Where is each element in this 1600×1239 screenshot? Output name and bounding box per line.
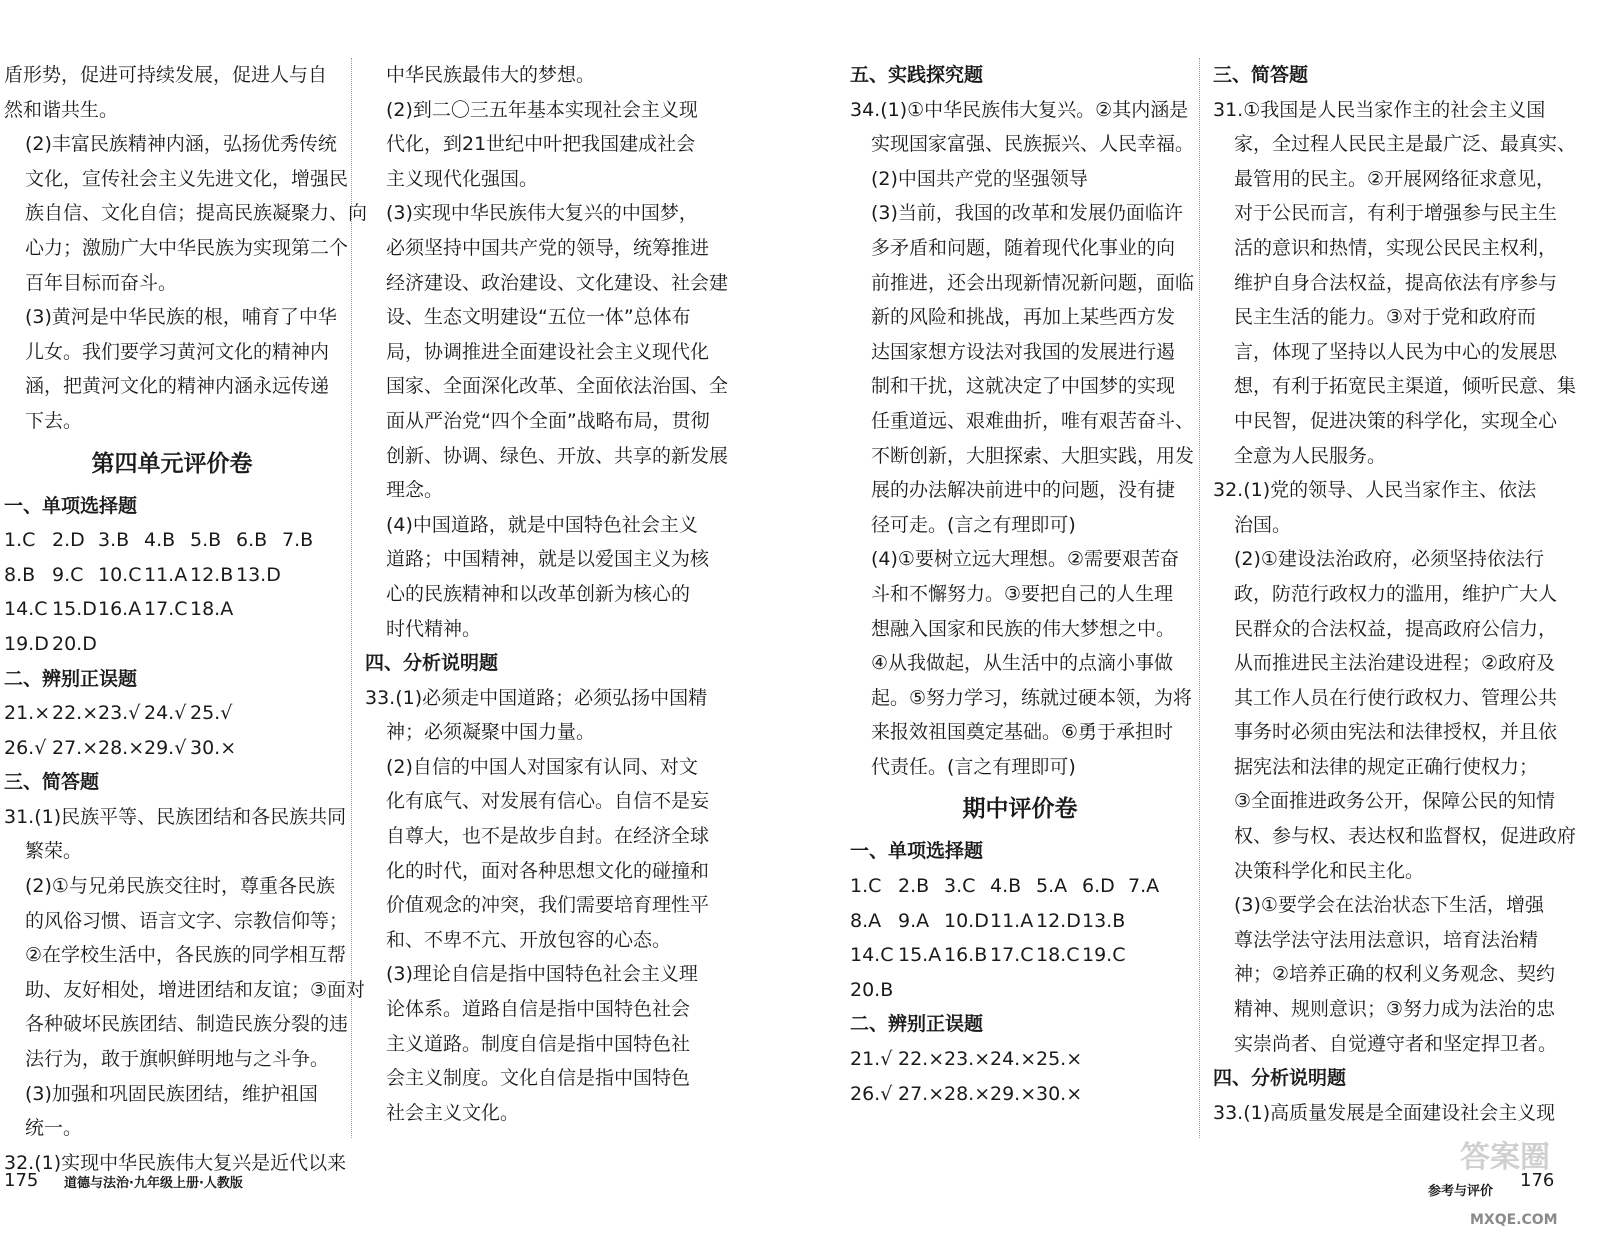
answer-item: 10.D [944,909,989,932]
text-line: 儿女。我们要学习黄河文化的精神内 [25,340,330,363]
text-line: 文化，宣传社会主义先进文化，增强民 [25,167,349,190]
mc-answers-midterm [850,869,1190,1007]
answer-row [850,938,1190,973]
answer-34-4 [850,542,1193,784]
answer-item: 1.C [850,875,882,898]
text-line: 繁荣。 [25,840,83,863]
text-line: (3)①要学会在法治状态下生活，增强 [1234,894,1544,917]
answer-row [850,1042,1190,1077]
section-single-choice-midterm: 一、单项选择题 [850,840,984,863]
text-line: 的风俗习惯、语言文字、宗教信仰等； [25,909,349,932]
unit-4-title: 第四单元评价卷 [91,450,253,477]
column-2 [365,58,729,1130]
text-line: 百年目标而奋斗。 [25,271,178,294]
answer-item: 25.× [1036,1048,1083,1071]
text-line: (3)黄河是中华民族的根，哺育了中华 [25,306,337,329]
answer-item: 27.× [52,736,99,759]
answer-item: 5.B [190,529,222,552]
answer-row [850,904,1190,939]
answer-row [4,592,340,627]
answer-item: 14.C [4,598,48,621]
answer-row [4,731,340,766]
text-line: 想融入国家和民族的伟大梦想之中。 [871,617,1176,640]
section-short-answer-midterm: 三、简答题 [1213,64,1309,86]
answer-item: 24.√ [144,702,187,725]
text-line: 创新、协调、绿色、开放、共享的新发展 [386,444,729,467]
text-line: (3)加强和巩固民族团结，维护祖国 [25,1082,318,1105]
text-line: 涵，把黄河文化的精神内涵永远传递 [25,375,330,398]
text-line: 33.(1)必须走中国道路；必须弘扬中国精 [365,686,708,709]
answer-item: 27.× [898,1082,945,1105]
answer-32-3-midterm [1213,888,1558,1061]
answer-item: 17.C [144,598,188,621]
text-line: 对于公民而言，有利于增强参与民主生 [1234,202,1558,225]
text-line: 面从严治党“四个全面”战略布局，贯彻 [386,409,710,432]
text-line: 主义道路。制度自信是指中国特色社 [386,1032,691,1055]
text-line: 32.(1)党的领导、人民当家作主、依法 [1213,479,1537,502]
text-line: 主义现代化强国。 [386,167,539,190]
answer-item: 20.B [850,978,894,1001]
answer-33-2 [365,750,710,958]
watermark-url: MXQE.COM [1470,1212,1558,1228]
text-line: 神；②培养正确的权利义务观念、契约 [1234,963,1556,986]
answer-row [4,627,340,662]
answer-row [850,869,1190,904]
text-line: 论体系。道路自信是指中国特色社会 [386,998,691,1021]
answer-32-2-midterm [1213,542,1577,888]
answer-q3 [4,300,340,438]
answer-item: 28.× [944,1082,991,1105]
text-line: (2)自信的中国人对国家有认同、对文 [386,755,698,778]
text-line: 价值观念的冲突，我们需要培育理性平 [386,894,710,917]
text-line: 中华民族最伟大的梦想。 [386,64,596,86]
tf-answers-midterm [850,1042,1190,1111]
answer-item: 3.C [944,875,976,898]
answer-34-1 [850,93,1195,162]
text-line: 新的风险和挑战，再加上某些西方发 [871,306,1176,329]
answer-item: 23.√ [98,702,141,725]
text-line: 时代精神。 [386,617,482,640]
text-line: 多矛盾和问题，随着现代化事业的向 [871,236,1176,259]
answer-item: 7.A [1128,875,1160,898]
answer-row [4,558,340,593]
column-divider-right [1199,58,1200,1138]
watermark-logo: 答案圈 [1460,1140,1550,1175]
answer-item: 24.× [990,1048,1037,1071]
answer-item: 22.× [52,702,99,725]
text-line: 会主义制度。文化自信是指中国特色 [386,1067,691,1090]
text-line: (3)理论自信是指中国特色社会主义理 [386,963,698,986]
text-line: (2)①与兄弟民族交往时，尊重各民族 [25,875,335,898]
text-line: 治国。 [1234,513,1292,536]
text-line: 其工作人员在行使行政权力、管理公共 [1234,686,1558,709]
section-practice: 五、实践探究题 [850,64,984,86]
answer-item: 15.D [52,598,97,621]
text-line: 局，协调推进全面建设社会主义现代化 [386,340,710,363]
text-line: 实现国家富强、民族振兴、人民幸福。 [871,133,1195,156]
answer-item: 26.√ [4,736,47,759]
answer-item: 10.C [98,563,142,586]
section-short-answer: 三、简答题 [4,771,100,794]
text-line: (4)中国道路，就是中国特色社会主义 [386,513,698,536]
section-analysis: 四、分析说明题 [365,652,499,675]
answer-33-3 [365,957,698,1130]
answer-item: 8.A [850,909,882,932]
text-line: 前推进，还会出现新情况新问题，面临 [871,271,1195,294]
text-line: 事务时必须由宪法和法律授权，并且依 [1234,721,1558,744]
text-line: (2)①建设法治政府，必须坚持依法行 [1234,548,1544,571]
answer-item: 7.B [282,529,314,552]
answer-32-1-midterm [1213,473,1549,542]
text-line: 各种破坏民族团结、制造民族分裂的违 [25,1013,349,1036]
answer-item: 3.B [98,529,130,552]
text-line: 全意为人民服务。 [1234,444,1387,467]
midterm-title: 期中评价卷 [962,796,1078,823]
answer-32-2 [365,93,698,197]
prev-answer-continuation [4,58,340,127]
text-line: 化有底气、对发展有信心。自信不是妄 [386,790,710,813]
text-line: 国家、全面深化改革、全面依法治国、全 [386,375,729,398]
text-line: (2)中国共产党的坚强领导 [871,167,1088,190]
answer-31-1 [4,800,347,869]
text-line: 必须坚持中国共产党的领导，统筹推进 [386,236,710,259]
answer-item: 12.B [190,563,234,586]
text-line: 想，有利于拓宽民主渠道，倾听民意、集 [1234,375,1577,398]
text-line: 最管用的民主。②开展网络征求意见， [1234,167,1556,190]
answer-32-4 [365,508,710,646]
column-divider [351,58,352,1138]
answer-row [850,1077,1190,1112]
answer-row [4,523,340,558]
text-line: 任重道远、艰难曲折，唯有艰苦奋斗、 [871,409,1195,432]
answer-item: 20.D [52,632,97,655]
text-line: 统一。 [25,1117,83,1140]
answer-33-1-midterm [1213,1096,1556,1131]
answer-item: 15.A [898,944,942,967]
answer-item: 14.C [850,944,894,967]
text-line: 代责任。(言之有理即可) [871,755,1076,778]
text-line: 展的办法解决前进中的问题，没有捷 [871,479,1176,502]
answer-31-midterm [1213,93,1577,474]
section-analysis-midterm: 四、分析说明题 [1213,1067,1347,1090]
text-line: 神；必须凝聚中国力量。 [386,721,596,744]
text-line: ③全面推进政务公开，保障公民的知情 [1234,790,1556,813]
text-line: 设、生态文明建设“五位一体”总体布 [386,306,691,329]
text-line: 政，防范行政权力的滥用，维护广大人 [1234,582,1558,605]
text-line: 维护自身合法权益，提高依法有序参与 [1234,271,1558,294]
answer-item: 9.C [52,563,84,586]
answer-item: 2.D [52,529,85,552]
text-line: 族自信、文化自信；提高民族凝聚力、向 [25,202,368,225]
book-title: 道德与法治·九年级上册·人教版 [64,1176,243,1191]
text-line: (2)到二〇三五年基本实现社会主义现 [386,98,698,121]
text-line: 斗和不懈努力。③要把自己的人生理 [871,582,1174,605]
text-line: 家，全过程人民民主是最广泛、最真实、 [1234,133,1577,156]
text-line: 然和谐共生。 [4,98,119,121]
answer-item: 29.× [990,1082,1037,1105]
text-line: 不断创新，大胆探索、大胆实践，用发 [871,444,1195,467]
answer-item: 4.B [990,875,1022,898]
answer-item: 19.C [1082,944,1126,967]
answer-32-1-continued [365,58,695,93]
section-true-false: 二、辨别正误题 [4,667,138,690]
answer-item: 4.B [144,529,176,552]
text-line: 实崇尚者、自觉遵守者和坚定捍卫者。 [1234,1032,1558,1055]
answer-33-1 [365,681,708,750]
text-line: 中民智，促进决策的科学化，实现全心 [1234,409,1558,432]
text-line: ④从我做起，从生活中的点滴小事做 [871,652,1174,675]
text-line: 据宪法和法律的规定正确行使权力； [1234,755,1539,778]
text-line: 活的意识和热情，实现公民民主权利， [1234,236,1558,259]
text-line: 从而推进民主法治建设进程；②政府及 [1234,652,1556,675]
text-line: 33.(1)高质量发展是全面建设社会主义现 [1213,1101,1556,1124]
text-line: 理念。 [386,479,444,502]
answer-item: 23.× [944,1048,991,1071]
answer-item: 22.× [898,1048,945,1071]
answer-item: 2.B [898,875,930,898]
answer-item: 21.× [4,702,51,725]
text-line: 自尊大，也不是故步自封。在经济全球 [386,825,710,848]
answer-item: 25.√ [190,702,233,725]
answer-item: 16.A [98,598,142,621]
text-line: 化的时代，面对各种思想文化的碰撞和 [386,859,710,882]
text-line: 32.(1)实现中华民族伟大复兴是近代以来 [4,1151,347,1174]
text-line: 决策科学化和民主化。 [1234,859,1425,882]
text-line: 助、友好相处，增进团结和友谊；③面对 [25,978,366,1001]
answer-item: 13.D [236,563,281,586]
text-line: 法行为，敢于旗帜鲜明地与之斗争。 [25,1048,330,1071]
tf-answers [4,696,340,765]
answer-item: 16.B [944,944,988,967]
text-line: ②在学校生活中，各民族的同学相互帮 [25,944,347,967]
text-line: (3)实现中华民族伟大复兴的中国梦， [386,202,698,225]
answer-item: 8.B [4,563,36,586]
text-line: (2)丰富民族精神内涵，弘扬优秀传统 [25,133,337,156]
text-line: 道路；中国精神，就是以爱国主义为核 [386,548,710,571]
text-line: 尊法学法守法用法意识，培育法治精 [1234,928,1539,951]
answer-32-3 [365,196,729,507]
answer-item: 17.C [990,944,1034,967]
column-4 [1213,58,1577,1130]
text-line: 社会主义文化。 [386,1101,520,1124]
answer-item: 30.× [1036,1082,1083,1105]
answer-item: 30.× [190,736,237,759]
answer-item: 19.D [4,632,49,655]
answer-34-2 [850,162,1190,197]
answer-item: 12.D [1036,909,1081,932]
text-line: 制和干扰，这就决定了中国梦的实现 [871,375,1176,398]
answer-item: 5.A [1036,875,1068,898]
text-line: 心力；激励广大中华民族为实现第二个 [25,236,349,259]
text-line: 34.(1)①中华民族伟大复兴。②其内涵是 [850,98,1189,121]
mc-answers [4,523,340,661]
text-line: 达国家想方设法对我国的发展进行遏 [871,340,1176,363]
answer-q2 [4,127,368,300]
column-1 [4,58,368,1180]
answer-item: 11.A [990,909,1034,932]
text-line: 经济建设、政治建设、文化建设、社会建 [386,271,729,294]
page-number-right: 176 [1520,1170,1555,1191]
series-label: 参考与评价 [1428,1184,1494,1199]
text-line: 来报效祖国奠定基础。⑥勇于承担时 [871,721,1174,744]
answer-item: 6.D [1082,875,1115,898]
text-line: 权、参与权、表达权和监督权，促进政府 [1234,825,1577,848]
answer-item: 11.A [144,563,188,586]
answer-item: 9.A [898,909,930,932]
text-line: 31.(1)民族平等、民族团结和各民族共同 [4,805,347,828]
text-line: 盾形势，促进可持续发展，促进人与自 [4,64,328,86]
text-line: 精神、规则意识；③努力成为法治的忠 [1234,998,1556,1021]
answer-item: 6.B [236,529,268,552]
text-line: (3)当前，我国的改革和发展仍面临许 [871,202,1183,225]
answer-34-3 [850,196,1195,542]
answer-item: 18.C [1036,944,1080,967]
answer-item: 18.A [190,598,234,621]
text-line: (4)①要树立远大理想。②需要艰苦奋 [871,548,1179,571]
text-line: 言，体现了坚持以人民为中心的发展思 [1234,340,1558,363]
answer-row [4,696,340,731]
text-line: 民群众的合法权益，提高政府公信力， [1234,617,1558,640]
section-true-false-midterm: 二、辨别正误题 [850,1013,984,1036]
section-single-choice: 一、单项选择题 [4,494,138,517]
answer-31-2 [4,869,366,1077]
answer-item: 28.× [98,736,145,759]
text-line: 起。⑤努力学习，练就过硬本领，为将 [871,686,1193,709]
text-line: 代化，到21世纪中叶把我国建成社会 [386,133,696,156]
column-3 [850,58,1195,1111]
text-line: 民主生活的能力。③对于党和政府而 [1234,306,1537,329]
answer-item: 1.C [4,529,36,552]
text-line: 心的民族精神和以改革创新为核心的 [386,582,691,605]
answer-item: 21.√ [850,1048,893,1071]
answer-item: 13.B [1082,909,1126,932]
answer-item: 29.√ [144,736,187,759]
text-line: 径可走。(言之有理即可) [871,513,1076,536]
answer-31-3 [4,1077,340,1146]
answer-row [850,973,1190,1008]
page-number-left: 175 [4,1170,39,1191]
text-line: 下去。 [25,409,83,432]
text-line: 和、不卑不亢、开放包容的心态。 [386,928,672,951]
text-line: 31.①我国是人民当家作主的社会主义国 [1213,98,1546,121]
answer-item: 26.√ [850,1082,893,1105]
